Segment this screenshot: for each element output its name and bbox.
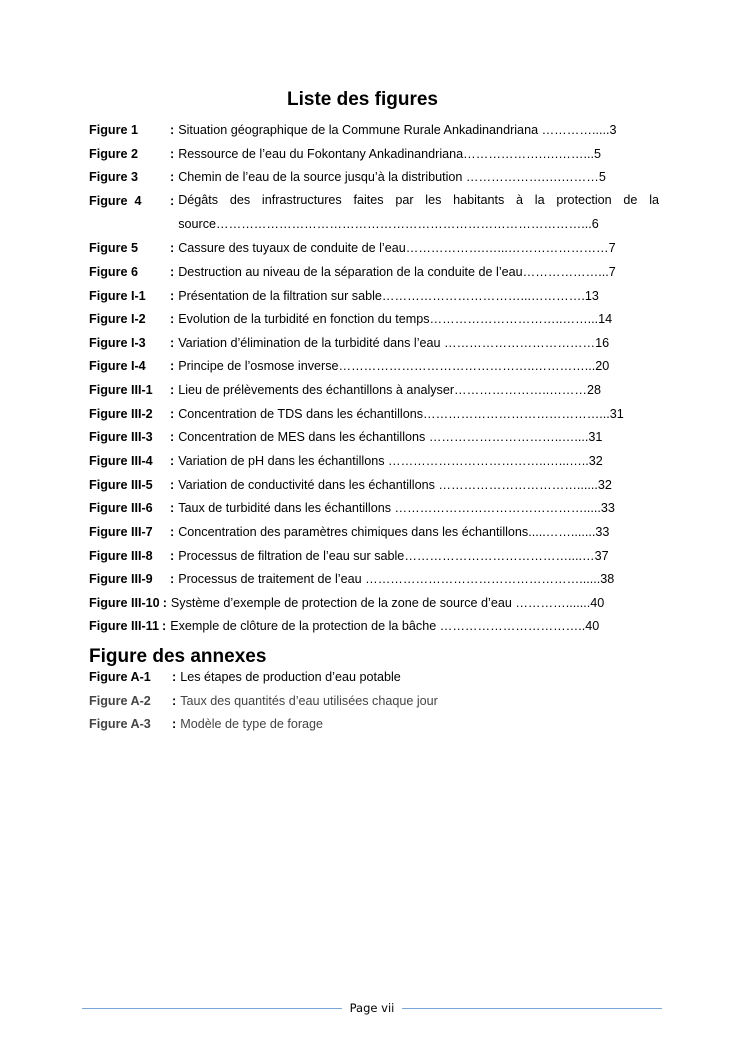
annex-heading: Figure des annexes <box>89 646 267 667</box>
list-item <box>89 121 659 145</box>
separator-colon: : <box>172 693 177 708</box>
figure-caption: Concentration des paramètres chimiques dans les échantillons.....…….......33 <box>178 524 610 539</box>
list-item <box>89 192 659 239</box>
figure-label: Figure III-11 <box>89 619 159 634</box>
figure-label: Figure I-4 <box>89 359 146 374</box>
figure-label: Figure I-3 <box>89 335 146 350</box>
separator-colon: : <box>170 264 175 279</box>
separator-colon: : <box>170 383 175 398</box>
figure-caption: Processus de filtration de l’eau sur sable…………………………………....…37 <box>178 548 609 563</box>
separator-colon: : <box>170 406 175 421</box>
figure-label: Figure III-6 <box>89 501 153 516</box>
separator-colon: : <box>170 453 175 468</box>
separator-colon: : <box>170 477 175 492</box>
separator-colon: : <box>170 501 175 516</box>
list-item <box>89 570 659 594</box>
list-item <box>89 428 659 452</box>
figure-label: Figure I-1 <box>89 288 146 303</box>
figure-label: Figure III-10 <box>89 595 160 610</box>
figure-label: Figure III-2 <box>89 406 153 421</box>
list-item <box>89 617 659 641</box>
separator-colon: : <box>170 359 175 374</box>
list-item <box>89 239 659 263</box>
figure-caption: Ressource de l’eau du Fokontany Ankadinandriana……………….….……...5 <box>178 146 601 161</box>
separator-colon: : <box>170 288 175 303</box>
figure-caption: Concentration de MES dans les échantillons …………………………..…....31 <box>178 430 603 445</box>
figure-caption: Présentation de la filtration sur sable……………………………...………….13 <box>178 288 599 303</box>
figure-label: Figure III-1 <box>89 383 153 398</box>
figure-label: Figure III-9 <box>89 572 153 587</box>
annex-caption: Modèle de type de forage <box>180 717 324 732</box>
annex-caption: Les étapes de production d’eau potable <box>180 670 401 684</box>
list-item <box>89 668 659 692</box>
figure-label: Figure 4 <box>89 193 142 208</box>
list-item <box>89 452 659 476</box>
figure-caption: Dégâts des infrastructures faites par les habitants à la protection de la source……………………………………………………………………………...6 <box>178 193 659 231</box>
figure-label: Figure I-2 <box>89 312 146 327</box>
figure-label: Figure 5 <box>89 241 138 256</box>
separator-colon: : <box>172 670 177 684</box>
separator-colon: : <box>170 572 175 587</box>
figure-label: Figure 1 <box>89 123 138 137</box>
footer-divider-left <box>82 1008 342 1009</box>
figure-label: Figure 2 <box>89 146 138 161</box>
page-number: Page vii <box>349 1001 395 1015</box>
figure-caption: Variation de pH dans les échantillons ………………………………..…...…..32 <box>178 453 603 468</box>
list-item <box>89 145 659 169</box>
figure-label: Figure III-7 <box>89 524 153 539</box>
separator-colon: : <box>162 619 167 634</box>
figure-label: Figure III-5 <box>89 477 153 492</box>
separator-colon: : <box>162 595 167 610</box>
separator-colon: : <box>170 548 175 563</box>
list-item <box>89 692 659 716</box>
figure-caption: Cassure des tuyaux de conduite de l’eau……………….…...……………………7 <box>178 241 616 256</box>
figure-caption: Système d’exemple de protection de la zone de source d’eau ………….......40 <box>170 595 605 610</box>
list-item <box>89 334 659 358</box>
figure-caption: Processus de traitement de l’eau ……………………………………………......38 <box>178 572 615 587</box>
separator-colon: : <box>170 193 175 208</box>
list-item <box>89 523 659 547</box>
figure-caption: Destruction au niveau de la séparation de la conduite de l’eau………………...7 <box>178 264 616 279</box>
figure-caption: Evolution de la turbidité en fonction du temps…………………………..……...14 <box>178 312 613 327</box>
list-item <box>89 381 659 405</box>
figure-label: Figure III-8 <box>89 548 153 563</box>
annex-caption: Taux des quantités d’eau utilisées chaque jour <box>180 693 438 708</box>
list-item <box>89 594 659 618</box>
figure-label: Figure III-3 <box>89 430 153 445</box>
list-item <box>89 287 659 311</box>
list-item <box>89 547 659 571</box>
figure-caption: Variation de conductivité dans les échantillons ……………………………......32 <box>178 477 612 492</box>
list-item <box>89 310 659 334</box>
annex-list <box>89 668 659 739</box>
annex-label: Figure A-2 <box>89 693 151 708</box>
page-title: Liste des figures <box>287 89 438 110</box>
separator-colon: : <box>170 170 175 185</box>
figure-caption: Chemin de l’eau de la source jusqu’à la distribution ……………….….………5 <box>178 170 606 185</box>
figure-label: Figure III-4 <box>89 453 153 468</box>
footer-divider-right <box>402 1008 662 1009</box>
list-item <box>89 715 659 739</box>
separator-colon: : <box>170 146 175 161</box>
list-item <box>89 476 659 500</box>
list-item <box>89 357 659 381</box>
figure-label: Figure 3 <box>89 170 138 185</box>
separator-colon: : <box>170 335 175 350</box>
separator-colon: : <box>172 717 177 732</box>
figure-caption: Principe de l’osmose inverse………………………………………..…………...20 <box>178 359 610 374</box>
separator-colon: : <box>170 123 175 137</box>
figure-list <box>89 121 659 641</box>
figure-caption: Variation d’élimination de la turbidité dans l’eau ………………………………16 <box>178 335 610 350</box>
separator-colon: : <box>170 241 175 256</box>
figure-caption: Taux de turbidité dans les échantillons ……………………………………….....33 <box>178 501 615 516</box>
annex-label: Figure A-3 <box>89 717 151 732</box>
list-item <box>89 405 659 429</box>
separator-colon: : <box>170 524 175 539</box>
figure-caption: Concentration de TDS dans les échantillons……………………………………...31 <box>178 406 624 421</box>
figure-caption: Situation géographique de la Commune Rurale Ankadinandriana ………….....3 <box>178 123 617 137</box>
separator-colon: : <box>170 430 175 445</box>
figure-label: Figure 6 <box>89 264 138 279</box>
list-item <box>89 499 659 523</box>
separator-colon: : <box>170 312 175 327</box>
list-item <box>89 263 659 287</box>
figure-caption: Exemple de clôture de la protection de la bâche ……………………………..40 <box>170 619 600 634</box>
annex-label: Figure A-1 <box>89 670 151 684</box>
figure-caption: Lieu de prélèvements des échantillons à analyser…………………..………28 <box>178 383 601 398</box>
